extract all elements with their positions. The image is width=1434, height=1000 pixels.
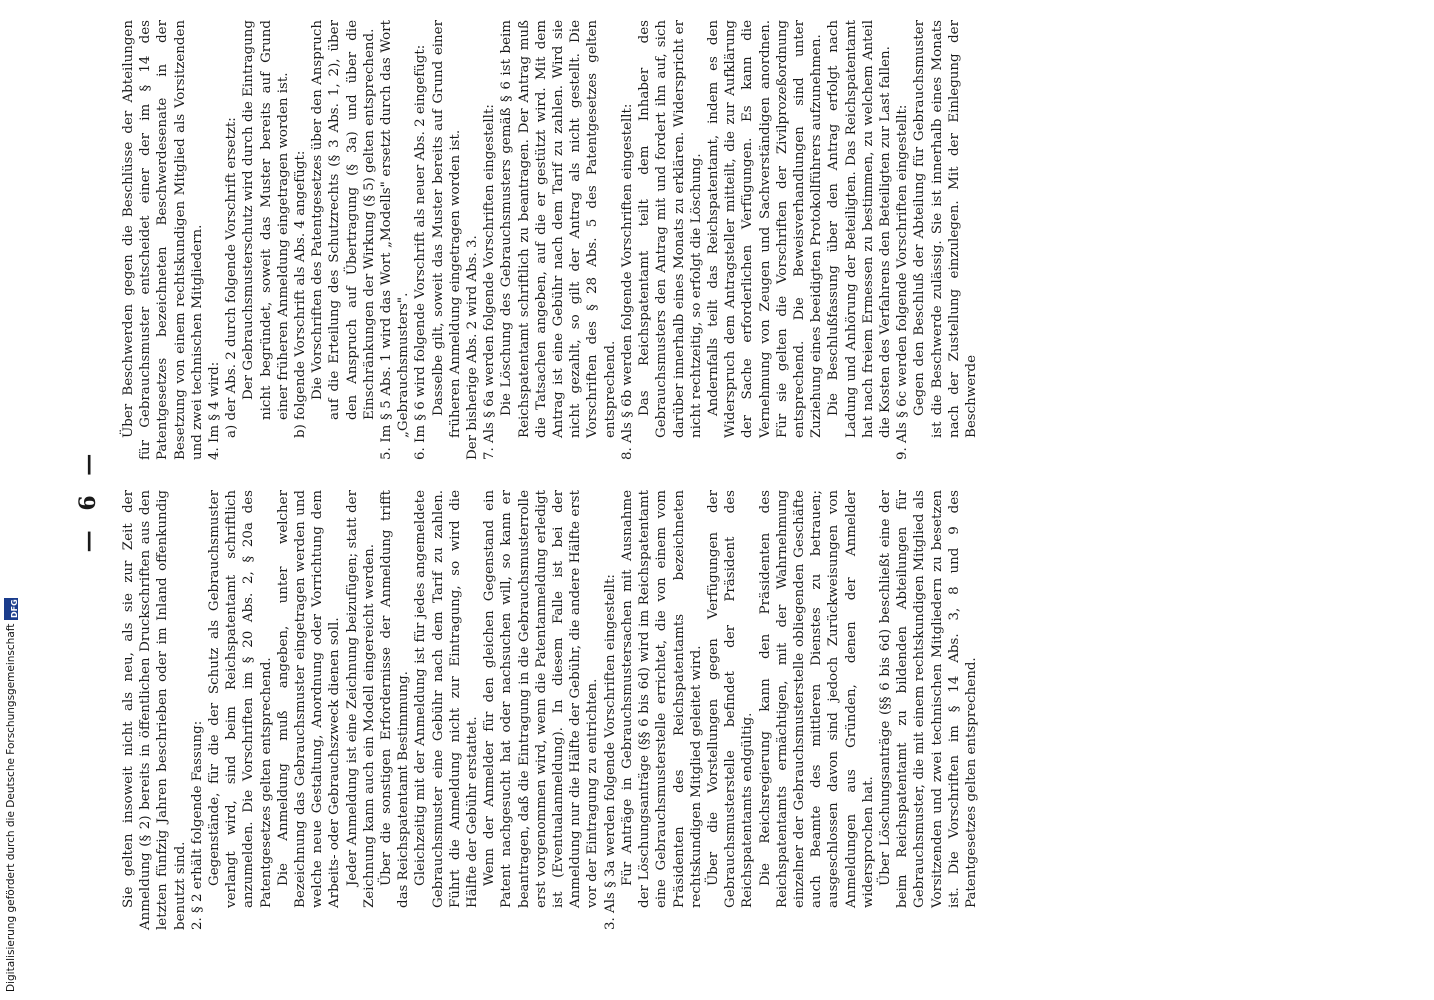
left-column-paragraph: 3. Als § 3a werden folgende Vorschriften eingestellt: xyxy=(602,574,618,930)
left-column-paragraph: Gegenstände, für die der Schutz als Gebrauchsmuster verlangt wird, sind beim Reichspatentamt schriftlich anzumelden. Die Vorschriften im § 20 Abs. 2, § 20a des Patentgesetzes gelten entsprechend. xyxy=(207,490,274,908)
dfg-logo-icon: DFG xyxy=(4,598,18,620)
right-column-paragraph: Die Beschlußfassung über den Antrag erfolgt nach Ladung und Anhörung der Beteiligten. Das Reichspatentamt hat nach freiem Ermessen zu bestimmen, zu welchem Anteil die Kosten des Verfahrens den Beteiligten zur Last fallen. xyxy=(826,20,893,438)
left-column-paragraph: Jeder Anmeldung ist eine Zeichnung beizufügen; statt der Zeichnung kann auch ein Modell eingereicht werden. xyxy=(344,490,377,908)
right-column-paragraph: 6. Im § 6 wird folgende Vorschrift als neuer Abs. 2 eingefügt: xyxy=(413,44,429,460)
right-column-paragraph: Andernfalls teilt das Reichspatentamt, indem es den Widerspruch dem Antragsteller mitteilt, die zur Aufklärung der Sache erforderlichen Verfügungen. Es kann die Vernehmung von Zeugen und Sachverständigen anordnen. Für sie gelten die Vorschriften der Zivilprozeßordnung entsprechend. Die Beweisverhandlungen sind unter Zuziehung eines beeidigten Protokollführers aufzunehmen. xyxy=(705,20,825,438)
right-column-paragraph: Gegen den Beschluß der Abteilung für Gebrauchsmuster ist die Beschwerde zulässig. Sie ist innerhalb eines Monats nach der Zustellung einzulegen. Mit der Einlegung der Beschwerde xyxy=(912,20,979,438)
right-column-paragraph: 4. Im § 4 wird: xyxy=(207,361,223,460)
right-column xyxy=(120,20,980,460)
left-column-paragraph: 2. § 2 erhält folgende Fassung: xyxy=(189,720,205,930)
right-column-paragraph: Die Löschung des Gebrauchsmusters gemäß § 6 ist beim Reichspatentamt schriftlich zu beantragen. Der Antrag muß die Tatsachen angeben, auf die er gestützt wird. Mit dem Antrag ist eine Gebühr nach dem Tarif zu zahlen. Wird sie nicht gezahlt, so gilt der Antrag als nicht gestellt. Die Vorschriften des § 28 Abs. 5 des Patentgesetzes gelten entsprechend. xyxy=(499,20,618,438)
left-column-paragraph: Für Anträge in Gebrauchsmustersachen mit Ausnahme der Löschungsanträge (§§ 6 bis 6d) wird im Reichspatentamt eine Gebrauchsmusterstelle errichtet, die von einem vom Präsidenten des Reichspatentamts bezeichneten rechtskundigen Mitglied geleitet wird. xyxy=(619,490,704,908)
right-column-paragraph: 8. Als § 6b werden folgende Vorschriften eingestellt: xyxy=(619,103,635,460)
right-column-paragraph: 7. Als § 6a werden folgende Vorschriften eingestellt: xyxy=(482,104,498,460)
left-column-paragraph: Wenn der Anmelder für den gleichen Gegenstand ein Patent nachgesucht hat oder nachsuchen will, so kann er beantragen, daß die Eintragung in die Gebrauchsmusterrolle erst vorgenommen wird, wenn die Patentanmeldung erledigt ist (Eventualanmeldung). In diesem Falle ist bei der Anmeldung nur die Hälfte der Gebühr, die andere Hälfte erst vor der Eintragung zu entrichten. xyxy=(482,490,601,908)
right-column-paragraph: a) der Abs. 2 durch folgende Vorschrift ersetzt: xyxy=(224,117,240,438)
right-column-paragraph: Dasselbe gilt, soweit das Muster bereits auf Grund einer früheren Anmeldung eingetragen worden ist. xyxy=(430,20,463,438)
right-column-paragraph: Über Beschwerden gegen die Beschlüsse der Abteilungen für Gebrauchsmuster entscheidet einer der im § 14 des Patentgesetzes bezeichneten Beschwerdesenate in der Besetzung von einem rechtskundigen Mitglied als Vorsitzenden und zwei technischen Mitgliedern. xyxy=(121,20,205,460)
right-column-paragraph: Der bisherige Abs. 2 wird Abs. 3. xyxy=(465,235,481,460)
left-column xyxy=(120,490,980,930)
left-column-paragraph: Sie gelten insoweit nicht als neu, als sie zur Zeit der Anmeldung (§ 2) bereits in öffentlichen Druckschriften aus den letzten fünfzig Jahren beschrieben oder im Inland offenkundig benutzt sind. xyxy=(121,490,188,930)
left-column-paragraph: Über die Vorstellungen gegen Verfügungen der Gebrauchsmusterstelle befindet der Präsident des Reichspatentamts endgültig. xyxy=(705,490,756,908)
right-column-paragraph: 5. Im § 5 Abs. 1 wird das Wort „Modells" ersetzt durch das Wort „Gebrauchsmusters". xyxy=(379,20,412,460)
left-column-paragraph: Über die sonstigen Erfordernisse der Anmeldung trifft das Reichspatentamt Bestimmung. xyxy=(379,490,412,908)
left-column-paragraph: Die Reichsregierung kann den Präsidenten des Reichspatentamts ermächtigen, mit der Wahrnehmung einzelner der Gebrauchsmusterstelle obliegenden Geschäfte auch Beamte des mittleren Dienstes zu betrauen; ausgeschlossen davon sind jedoch Zurückweisungen von Anmeldungen aus Gründen, denen der Anmelder widersprochen hat. xyxy=(757,490,876,908)
right-column-paragraph: Der Gebrauchsmusterschutz wird durch die Eintragung nicht begründet, soweit das Muster bereits auf Grund einer früheren Anmeldung eingetragen worden ist. xyxy=(241,20,291,420)
right-column-paragraph: b) folgende Vorschrift als Abs. 4 angefügt: xyxy=(293,150,309,438)
dfg-credit xyxy=(4,572,18,992)
left-column-paragraph: Gleichzeitig mit der Anmeldung ist für jedes angemeldete Gebrauchsmuster eine Gebühr nach dem Tarif zu zahlen. Führt die Anmeldung nicht zur Eintragung, so wird die Hälfte der Gebühr erstattet. xyxy=(413,490,481,908)
right-column-paragraph: Das Reichspatentamt teilt dem Inhaber des Gebrauchsmusters den Antrag mit und fordert ihn auf, sich darüber innerhalb eines Monats zu erklären. Widerspricht er nicht rechtzeitig, so erfolgt die Löschung. xyxy=(637,20,704,438)
left-column-paragraph: Die Anmeldung muß angeben, unter welcher Bezeichnung das Gebrauchsmuster eingetragen werden und welche neue Gestaltung, Anordnung oder Vorrichtung dem Arbeits- oder Gebrauchszweck dienen soll. xyxy=(275,490,343,908)
dfg-credit-text: Digitalisierung gefördert durch die Deutsche Forschungsgemeinschaft xyxy=(5,623,17,992)
page-number: — 6 — xyxy=(75,447,101,553)
right-column-paragraph: Die Vorschriften des Patentgesetzes über den Anspruch auf die Erteilung des Schutzrechts (§ 3 Abs. 1, 2), über den Anspruch auf Übertragung (§ 3a) und über die Einschränkungen der Wirkung (§ 5) gelten entsprechend. xyxy=(310,20,377,420)
right-column-paragraph: 9. Als § 6c werden folgende Vorschriften eingestellt: xyxy=(895,104,911,460)
left-column-paragraph: Über Löschungsanträge (§§ 6 bis 6d) beschließt eine der beim Reichspatentamt zu bildenden Abteilungen für Gebrauchsmuster, die mit einem rechtskundigen Mitglied als Vorsitzenden und zwei technischen Mitgliedern zu besetzen ist. Die Vorschriften im § 14 Abs. 3, 8 und 9 des Patentgesetzes gelten entsprechend. xyxy=(877,490,979,908)
